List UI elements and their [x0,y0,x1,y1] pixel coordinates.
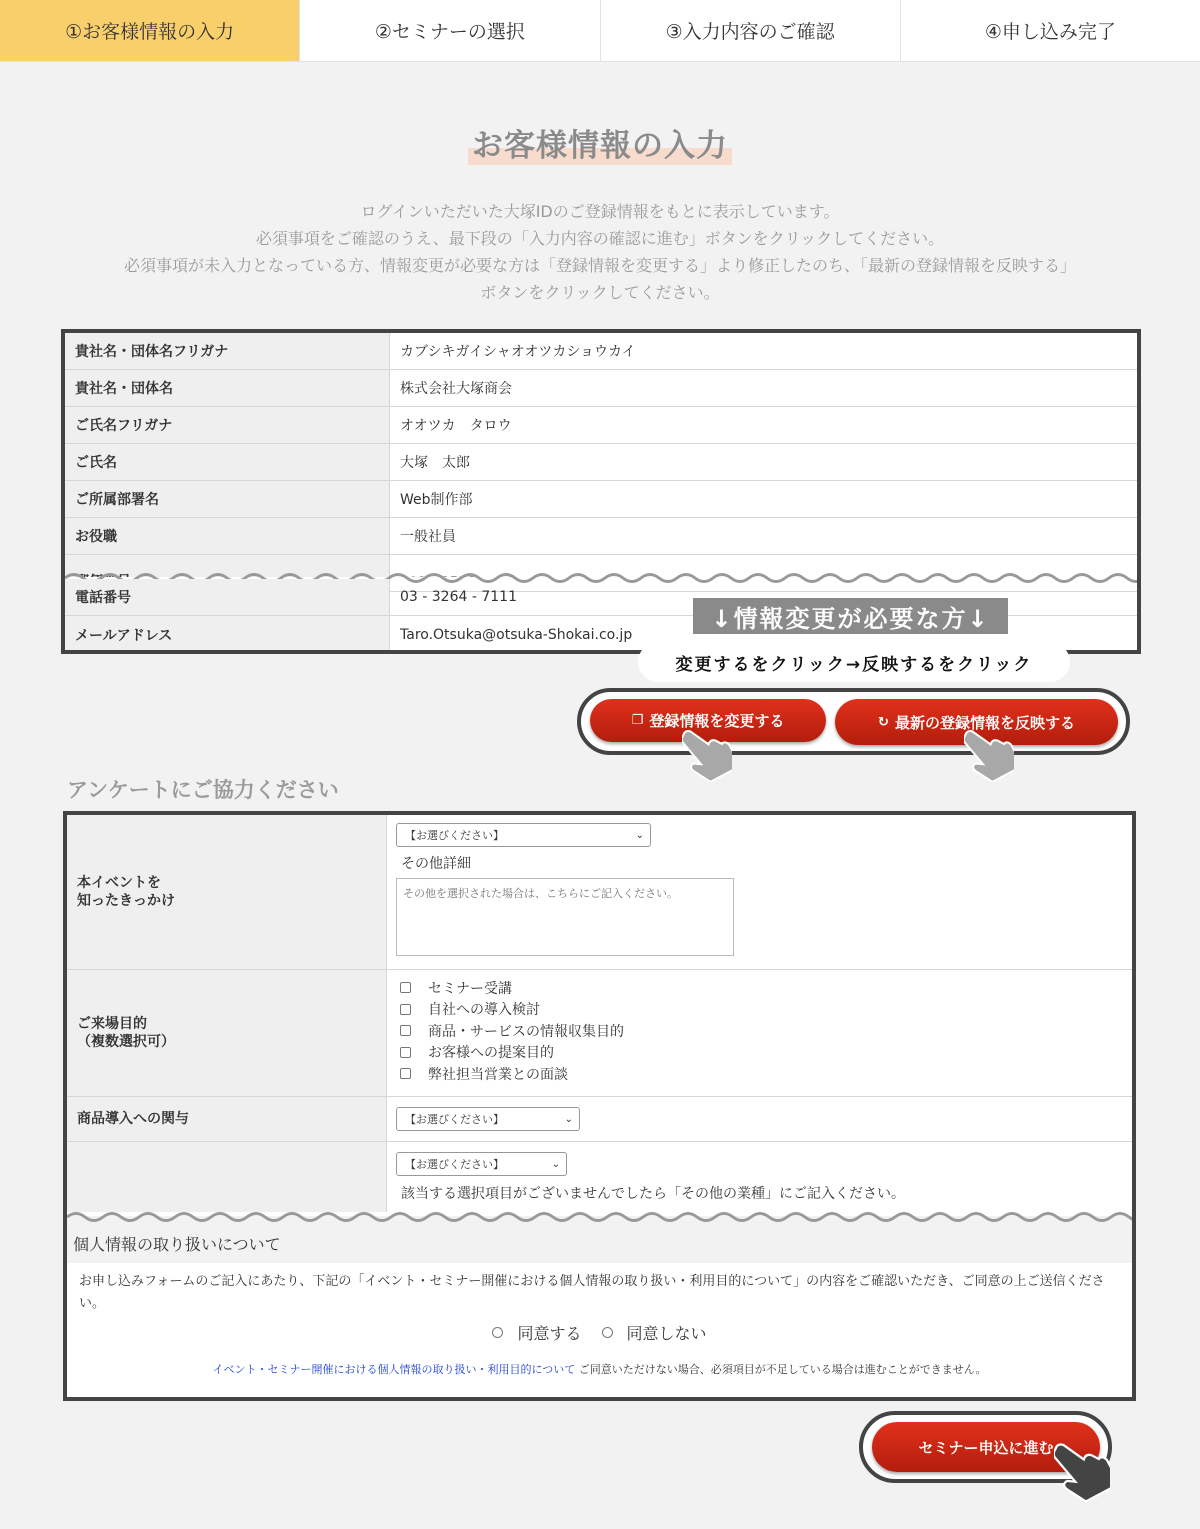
privacy-note-text: ご同意いただけない場合、必須項目が不足している場合は進むことができません。 [578,1363,987,1376]
survey-value [387,1142,1132,1212]
page-title-wrap [0,120,1200,165]
survey-value [387,970,1132,1096]
info-label: ご氏名フリガナ [65,407,390,443]
hand-pointer-icon [964,722,1014,782]
radio-circle[interactable] [602,1327,613,1338]
survey-row-industry [67,1142,1132,1212]
info-row-company [65,370,1137,407]
privacy-note [67,1361,1132,1377]
select-value: 【お選びください】 [405,829,504,842]
checkbox-label: セミナー受講 [428,980,512,997]
survey-label-line: 知ったきっかけ [77,893,175,909]
survey-label [67,1142,387,1212]
radio-label: 同意しない [626,1324,707,1343]
hand-pointer-icon [1054,1432,1110,1504]
purpose-checkbox[interactable] [400,1020,624,1042]
checkbox-label: お客様への提案目的 [428,1045,554,1062]
window-icon: ❐ [631,713,644,728]
intro-line-1: ログインいただいた大塚IDのご登録情報をもとに表示しています。 [360,202,840,221]
agree-radio[interactable] [492,1321,581,1344]
info-value: Taro.Otsuka@otsuka-Shokai.co.jp [400,627,633,643]
other-detail-label: その他詳細 [401,856,471,872]
industry-select[interactable] [396,1152,567,1176]
survey-row-involvement [67,1097,1132,1142]
event-source-select[interactable] [396,823,651,847]
step-1: ①お客様情報の入力 [0,0,300,61]
involvement-select[interactable] [396,1107,580,1131]
step-4: ④申し込み完了 [984,21,1116,43]
checkbox-box[interactable] [400,1068,411,1079]
checkbox-label: 弊社担当営業との面談 [428,1066,568,1083]
info-row-company-kana [65,333,1137,370]
consent-radio-group [67,1321,1132,1344]
survey-label [67,815,387,969]
survey-row-event-source [67,815,1132,970]
survey-label-line: 本イベントを [77,875,161,891]
survey-table [63,811,1136,1401]
survey-value [387,1097,1132,1141]
checkbox-label: 商品・サービスの情報収集目的 [428,1023,624,1040]
checkbox-box[interactable] [400,1047,411,1058]
info-label: メールアドレス [65,616,390,654]
chevron-down-icon: ⌄ [551,1158,560,1170]
step-3: ③入力内容のご確認 [601,0,901,61]
privacy-text: お申し込みフォームのご記入にあたり、下記の「イベント・セミナー開催における個人情報の取り扱い・利用目的について」の内容をご確認いただき、ご同意の上ご送信ください。 [79,1274,1105,1311]
survey-row-purpose [67,970,1132,1097]
callout-subline: 変更するをクリック→反映するをクリック [638,642,1070,682]
purpose-checkbox[interactable] [400,999,624,1021]
survey-label-line: （複数選択可） [77,1034,175,1050]
info-label: ご所属部署名 [65,481,390,517]
info-value: オオツカ タロウ [400,418,512,434]
checkbox-box[interactable] [400,982,411,993]
info-row-name [65,444,1137,481]
info-value: 株式会社大塚商会 [400,381,512,397]
checkbox-label: 自社への導入検討 [428,1002,540,1019]
change-registration-label: 登録情報を変更する [649,712,785,730]
step-nav [0,0,1200,62]
privacy-heading: 個人情報の取り扱いについて [67,1223,1132,1263]
step-2: ②セミナーの選択 [300,0,600,61]
info-label: 貴社名・団体名 [65,370,390,406]
info-label: 貴社名・団体名フリガナ [65,333,390,369]
callout-headline: ↓情報変更が必要な方↓ [693,598,1008,634]
survey-label-line: ご来場目的 [77,1016,147,1032]
chevron-down-icon: ⌄ [635,829,644,841]
purpose-checkbox[interactable] [400,1042,624,1064]
info-row-name-kana [65,407,1137,444]
radio-label: 同意する [517,1324,582,1343]
info-value: 大塚 太郎 [400,455,470,471]
info-value: 一般社員 [400,529,456,545]
reflect-registration-label: 最新の登録情報を反映する [894,713,1075,732]
disagree-radio[interactable] [602,1321,707,1344]
proceed-label: セミナー申込に進む [918,1438,1054,1457]
survey-label [67,970,387,1096]
select-value: 【お選びください】 [405,1158,504,1171]
purpose-checkbox[interactable] [400,1063,624,1085]
info-label: ご氏名 [65,444,390,480]
intro-line-2: 必須事項をご確認のうえ、最下段の「入力内容の確認に進む」ボタンをクリックしてください。 [255,229,945,248]
other-detail-textarea[interactable] [396,878,734,956]
radio-circle[interactable] [492,1327,503,1338]
intro-line-4: ボタンをクリックしてください。 [480,283,720,302]
info-label: 電話番号 [65,579,390,615]
privacy-section [67,1263,1132,1397]
checkbox-box[interactable] [400,1025,411,1036]
intro-text [0,198,1200,306]
survey-label: 商品導入への関与 [67,1097,387,1141]
info-row-position [65,518,1137,555]
intro-line-3: 必須事項が未入力となっている方、情報変更が必要な方は「登録情報を変更する」より修正したのち、「最新の登録情報を反映する」 [123,256,1076,275]
info-row-department [65,481,1137,518]
info-value: カブシキガイシャオオツカショウカイ [400,344,636,360]
info-value: 03 - 3264 - 7111 [400,589,517,605]
survey-value [387,815,1132,969]
select-value: 【お選びください】 [405,1113,504,1126]
industry-note: 該当する選択項目がございませんでしたら「その他の業種」にご記入ください。 [401,1186,905,1202]
refresh-icon: ↻ [878,714,889,730]
purpose-checkbox[interactable] [400,977,624,999]
checkbox-box[interactable] [400,1004,411,1015]
survey-title: アンケートにご協力ください [67,778,339,802]
page-title: お客様情報の入力 [468,120,732,165]
hand-pointer-icon [682,722,732,782]
chevron-down-icon: ⌄ [564,1113,573,1125]
info-label: お役職 [65,518,390,554]
privacy-policy-link[interactable]: イベント・セミナー開催における個人情報の取り扱い・利用目的について [212,1363,576,1376]
info-value: Web制作部 [400,492,473,508]
